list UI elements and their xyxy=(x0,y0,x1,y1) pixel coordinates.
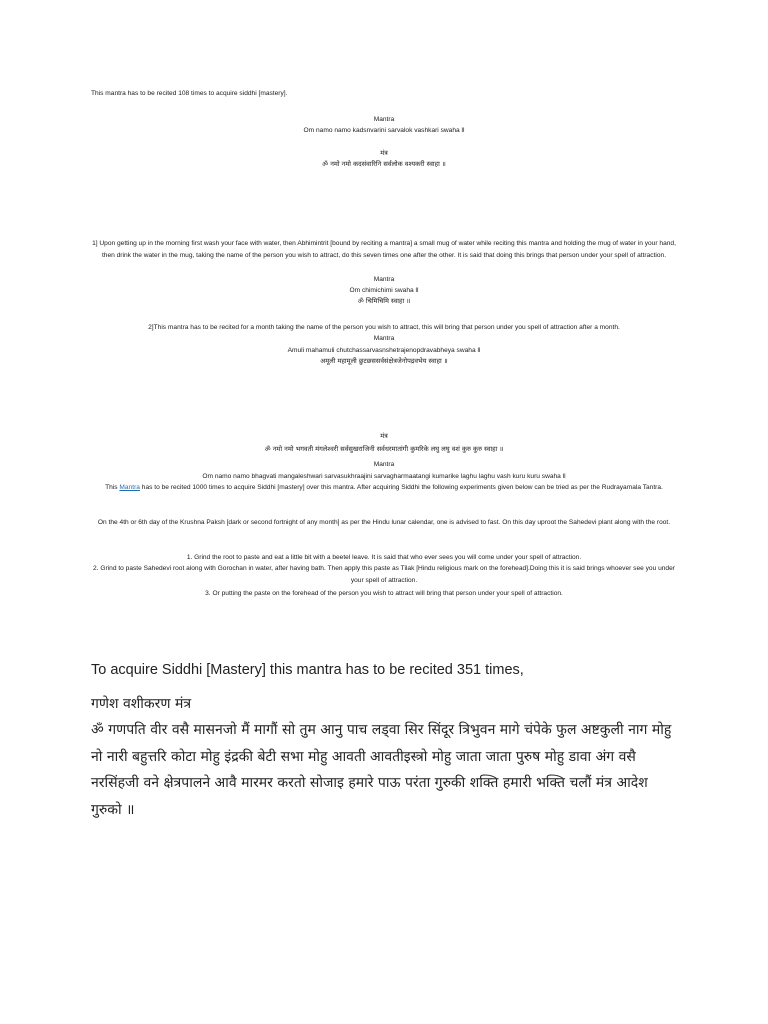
experiment-2-hindi: अमूली महामूली छुटछससर्वसंक्षेत्रजेनोपद्रवभेय स्वाहा ॥ xyxy=(320,357,448,365)
experiment-1-hindi: ॐ चिमिचिमि स्वाहा ॥ xyxy=(357,297,411,305)
experiment-2-label: Mantra xyxy=(373,335,395,342)
experiment-1-roman: Om chimichimi swaha ll xyxy=(349,287,419,294)
mantra-roman: Om namo namo kadsnvarini sarvalok vashkari swaha ll xyxy=(303,127,465,134)
block-3-label-hindi: मंत्र xyxy=(380,432,388,440)
step-2: 2. Grind to paste Sahedevi root along with Gorochan in water, after having bath. Then apply this paste as Tilak [Hindu religious mark on the forehead].Doing this it is said brings whoever see you under your spell of attraction. xyxy=(93,565,675,584)
ganesh-mantra-text: ॐ गणपति वीर वसै मासनजो मैं मागौं सो तुम आनु पाच लड्वा सिर सिंदूर त्रिभुवन मागे चंपेके फुल अष्टकुली नाग मोहु नो नारी बहुत्तरि कोटा मोहु इंद्रकी बेटी सभा मोहु आवती आवतीइस्त्रो मोहु जाता जाता पुरुष मोहु डावा अंग वसै नरसिंहजी वने क्षेत्रपालने आवै मारमर करतो सोजाइ हमारे पाऊ परंता गुरुकी शक्ति हमारी भक्ति चलौं मंत्र आदेश गुरुको ॥ xyxy=(91,722,672,818)
ganesh-mantra-title: गणेश वशीकरण मंत्र xyxy=(91,696,192,712)
mantra-label: Mantra xyxy=(373,116,395,123)
recitation-note-pre: This xyxy=(105,484,118,491)
experiment-1-text: 1] Upon getting up in the morning first wash your face with water, then Abhimintrit [bound by reciting a mantra] a small mug of water while reciting this mantra and holding the mug of water in your hand, then drink the water in the mug, taking the name of the person you wish to attract, do this seven times one after the other. It is said that doing this brings that person under your spell of attraction. xyxy=(92,240,676,259)
recitation-note xyxy=(92,482,676,494)
experiment-2-text: 2]This mantra has to be recited for a month taking the name of the person you wish to attract, this will bring that person under you spell of attraction after a month. xyxy=(148,324,620,331)
siddhi-heading: To acquire Siddhi [Mastery] this mantra has to be recited 351 times, xyxy=(91,662,524,678)
block-3-roman: Om namo namo bhagvati mangaleshwari sarvasukhraajini sarvagharmaatangi kumarike laghu laghu vash kuru kuru swaha ll xyxy=(202,473,566,480)
mantra-link[interactable]: Mantra xyxy=(119,484,140,491)
recitation-note-post: has to be recited 1000 times to acquire Siddhi [mastery] over this mantra. After acquiring Siddhi the following experiments given below can be tried as per the Rudrayamala Tantra. xyxy=(141,484,663,491)
mantra-hindi: ॐ नमो नमो कदसंवारिनि सर्वलोक वश्यकरी स्वाहा ॥ xyxy=(322,160,446,168)
step-1: 1. Grind the root to paste and eat a little bit with a beetel leave. It is said that who ever sees you will come under your spell of attraction. xyxy=(186,554,582,561)
intro-text: This mantra has to be recited 108 times to acquire siddhi [mastery]. xyxy=(91,90,288,97)
experiment-2-roman: Amuli mahamuli chutchassarvasnshetrajenopdravabheya swaha ll xyxy=(287,347,481,354)
experiment-1-label: Mantra xyxy=(373,276,395,283)
block-3-hindi: ॐ नमो नमो भगवती मंगलेश्वरी सर्वसुखराजिनी सर्वधरमातांगी कुमरिके लघु लघु वशं कुरु कुरु स्वाहा ॥ xyxy=(264,445,504,453)
mantra-label-hindi: मंत्र xyxy=(380,149,388,157)
step-3: 3. Or putting the paste on the forehead of the person you wish to attract will bring that person under your spell of attraction. xyxy=(205,590,563,597)
krushna-paksh-text: On the 4th or 6th day of the Krushna Paksh [dark or second fortnight of any month] as per the Hindu lunar calendar, one is advised to fast. On this day uproot the Sahedevi plant along with the root. xyxy=(97,519,671,526)
block-3-label: Mantra xyxy=(373,461,395,468)
